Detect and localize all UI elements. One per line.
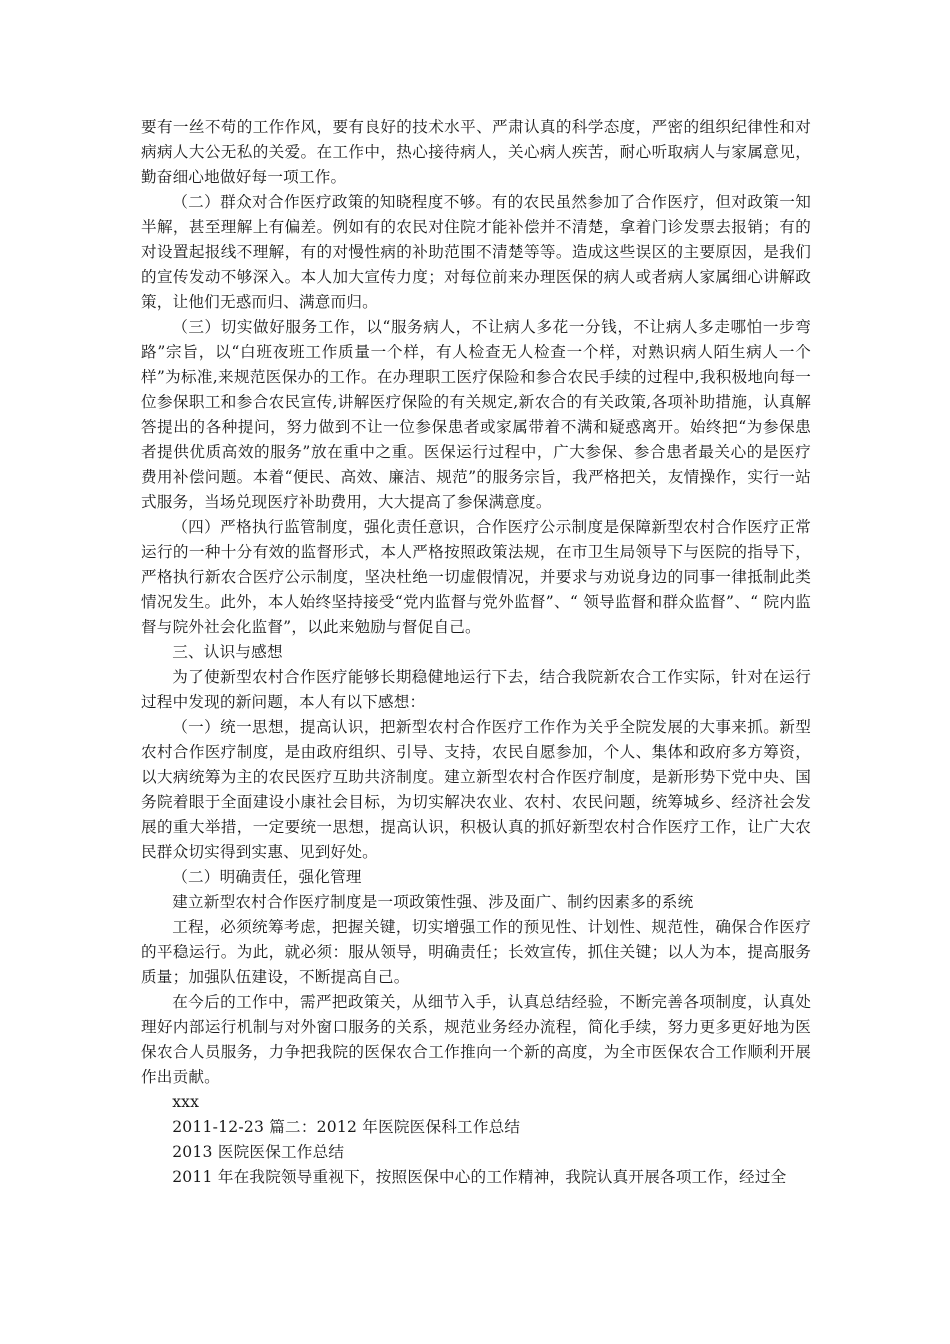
paragraph-project: 工程，必须统筹考虑，把握关键，切实增强工作的预见性、计划性、规范性，确保合作医疗的平稳运行。为此，就必须：服从领导，明确责任；长效宣传，抓住关键；以人为本，提高服务质量；加强队伍建设，不断提高自己。 bbox=[141, 918, 811, 986]
paragraph-section-4: （四）严格执行监管制度，强化责任意识，合作医疗公示制度是保障新型农村合作医疗正常运行的一种十分有效的监督形式，本人严格按照政策法规，在市卫生局领导下与医院的指导下，严格执行新农合医疗公示制度，坚决杜绝一切虚假情况，并要求与劝说身边的同事一律抵制此类情况发生。此外，本人始终坚持接受“党内监督与党外监督”、“ 领导监督和群众监督”、“ 院内监督与院外社会化监督”，以此来勉励与督促自己。 bbox=[141, 518, 811, 636]
heading-thought-2: （二）明确责任，强化管理 bbox=[172, 868, 362, 886]
paragraph-future-work: 在今后的工作中，需严把政策关，从细节入手，认真总结经验，不断完善各项制度，认真处理好内部运行机制与对外窗口服务的关系，规范业务经办流程，简化手续，努力更多更好地为医保农合人员服务，力争把我院的医保农合工作推向一个新的高度，为全市医保农合工作顺利开展作出贡献。 bbox=[141, 993, 811, 1086]
paragraph-thought-1: （一）统一思想，提高认识，把新型农村合作医疗工作作为关乎全院发展的大事来抓。新型农村合作医疗制度，是由政府组织、引导、支持，农民自愿参加，个人、集体和政府多方筹资，以大病统筹为主的农民医疗互助共济制度。建立新型农村合作医疗制度，是新形势下党中央、国务院着眼于全面建设小康社会目标，为切实解决农业、农村、农民问题，统筹城乡、经济社会发展的重大举措，一定要统一思想，提高认识，积极认真的抓好新型农村合作医疗工作，让广大农民群众切实得到实惠、见到好处。 bbox=[141, 718, 811, 861]
signature-line: xxx bbox=[172, 1093, 200, 1111]
article-subtitle: 2013 医院医保工作总结 bbox=[172, 1143, 345, 1161]
document-body bbox=[141, 115, 811, 1190]
heading-understanding: 三、认识与感想 bbox=[172, 643, 283, 661]
paragraph-article-opening: 2011 年在我院领导重视下，按照医保中心的工作精神，我院认真开展各项工作，经过全 bbox=[172, 1168, 787, 1186]
paragraph-continuation: 要有一丝不苟的工作作风，要有良好的技术水平、严肃认真的科学态度，严密的组织纪律性和对病病人大公无私的关爱。在工作中，热心接待病人，关心病人疾苦，耐心听取病人与家属意见，勤奋细心地做好每一项工作。 bbox=[141, 118, 811, 186]
date-article-title: 2011-12-23 篇二：2012 年医院医保科工作总结 bbox=[172, 1118, 521, 1136]
paragraph-section-3: （三）切实做好服务工作，以“服务病人，不让病人多花一分钱，不让病人多走哪怕一步弯路”宗旨，以“白班夜班工作质量一个样，有人检查无人检查一个样，对熟识病人陌生病人一个样”为标准,来规范医保办的工作。在办理职工医疗保险和参合农民手续的过程中,我积极地向每一位参保职工和参合农民宣传,讲解医疗保险的有关规定,新农合的有关政策,各项补助措施，认真解答提出的各种提问，努力做到不让一位参保患者或家属带着不满和疑惑离开。始终把“为参保患者提供优质高效的服务”放在重中之重。医保运行过程中，广大参保、参合患者最关心的是医疗费用补偿问题。本着“便民、高效、廉洁、规范”的服务宗旨，我严格把关，友情操作，实行一站式服务，当场兑现医疗补助费用，大大提高了参保满意度。 bbox=[141, 318, 811, 511]
paragraph-intro-thoughts: 为了使新型农村合作医疗能够长期稳健地运行下去，结合我院新农合工作实际，针对在运行过程中发现的新问题，本人有以下感想： bbox=[141, 668, 811, 711]
paragraph-section-2: （二）群众对合作医疗政策的知晓程度不够。有的农民虽然参加了合作医疗，但对政策一知半解，甚至理解上有偏差。例如有的农民对住院才能补偿并不清楚，拿着门诊发票去报销；有的对设置起报线不理解，有的对慢性病的补助范围不清楚等等。造成这些误区的主要原因，是我们的宣传发动不够深入。本人加大宣传力度；对每位前来办理医保的病人或者病人家属细心讲解政策，让他们无惑而归、满意而归。 bbox=[141, 193, 811, 311]
paragraph-system-line: 建立新型农村合作医疗制度是一项政策性强、涉及面广、制约因素多的系统 bbox=[172, 893, 694, 911]
